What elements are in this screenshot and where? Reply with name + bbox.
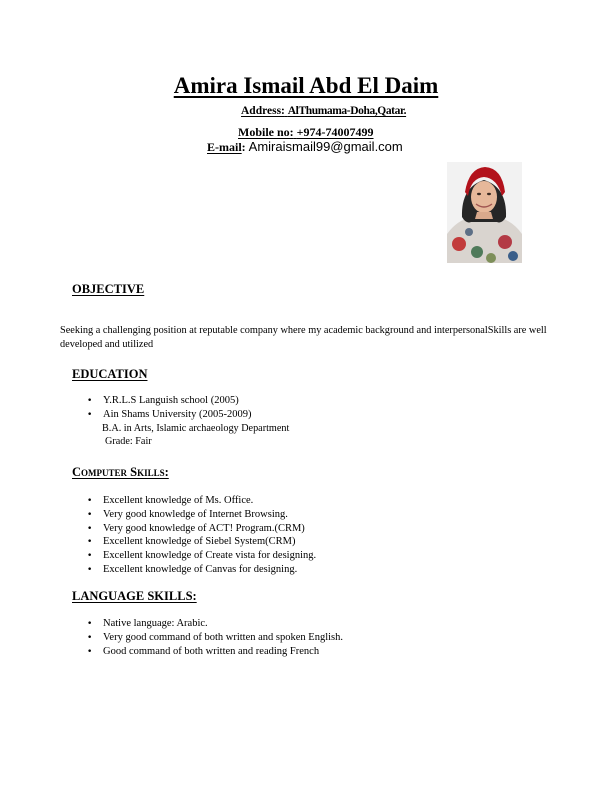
profile-photo (447, 162, 522, 263)
list-item: • Excellent knowledge of Create vista for designing. (87, 549, 316, 563)
list-item: • Y.R.L.S Languish school (2005) (87, 394, 251, 408)
computer-skills-list (87, 494, 316, 577)
education-degree: B.A. in Arts, Islamic archaeology Department (102, 423, 290, 434)
education-list (87, 394, 251, 422)
language-skills-list (87, 617, 343, 659)
list-item: • Very good knowledge of ACT! Program.(CRM) (87, 522, 316, 536)
list-item: • Very good command of both written and spoken English. (87, 631, 343, 645)
education-grade: Grade: Fair (105, 436, 152, 447)
email-label: E-mail (207, 140, 242, 154)
mobile-label: Mobile no: (238, 125, 294, 139)
objective-heading: OBJECTIVE (72, 282, 145, 296)
list-item: • Excellent knowledge of Siebel System(CRM) (87, 535, 316, 549)
list-item: • Good command of both written and reading French (87, 645, 343, 659)
list-item: • Excellent knowledge of Ms. Office. (87, 494, 316, 508)
list-item: • Native language: Arabic. (87, 617, 343, 631)
resume-name: Amira Ismail Abd El Daim (173, 73, 439, 98)
email-line: E-mail: Amiraismail99@gmail.com (207, 139, 403, 154)
objective-text: Seeking a challenging position at reputable company where my academic background and interpersonalSkills are well developed and utilized (60, 325, 547, 350)
email-link[interactable]: Amiraismail99@gmail.com (248, 139, 403, 154)
mobile-value: +974-74007499 (296, 125, 374, 139)
address-line (0, 105, 612, 117)
language-skills-heading: LANGUAGE SKILLS: (72, 589, 197, 603)
computer-skills-heading: Computer Skills: (72, 465, 169, 479)
education-heading: EDUCATION (72, 367, 148, 381)
address-value: AlThumama-Doha,Qatar. (287, 105, 407, 117)
address-label: Address: (241, 105, 285, 117)
mobile-line (0, 125, 612, 140)
list-item: • Very good knowledge of Internet Browsing. (87, 508, 316, 522)
list-item: • Ain Shams University (2005-2009) (87, 408, 251, 422)
list-item: • Excellent knowledge of Canvas for designing. (87, 563, 316, 577)
